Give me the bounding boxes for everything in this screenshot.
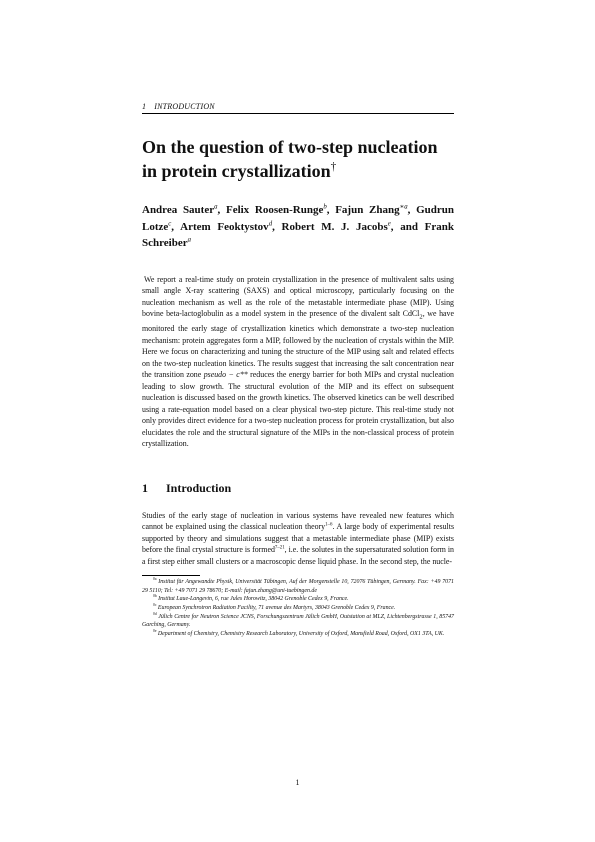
abstract-subscript: 2 bbox=[419, 313, 423, 321]
footnotes bbox=[142, 578, 454, 639]
page-number: 1 bbox=[295, 778, 300, 787]
author-affiliation: d bbox=[268, 219, 273, 227]
footnote-text: European Synchrotron Radiation Facility, 71 avenue des Martyrs, 38043 Grenoble Cedex 9, France. bbox=[157, 605, 396, 612]
abstract-text: , we have monitored the early stage of crystallization kinetics which demonstrate a two-step nucleation mechanism: protein aggregates form a MIP, followed by the nucleation of crystals within the MIP. Here we focus on characterizing and tuning the structure of the MIP using salt and related effects on the two-step nucleation kinetics. The results suggest that increasing the salt concentration near the transition zone bbox=[142, 309, 455, 380]
author-separator: , and bbox=[390, 220, 425, 233]
footnote-mark: 0b bbox=[153, 594, 157, 599]
running-head-number: 1 bbox=[142, 102, 147, 111]
author-name: Robert M. J. Jacobs bbox=[281, 220, 388, 233]
author-separator: , bbox=[217, 204, 226, 216]
footnote bbox=[142, 604, 454, 613]
footnote bbox=[142, 578, 454, 595]
footnote-text: Institut Laue-Langevin, 6, rue Jules Horowitz, 38042 Grenoble Cedex 9, France. bbox=[158, 596, 349, 603]
author-name: Gudrun Lotze bbox=[142, 204, 454, 233]
paper-title bbox=[142, 135, 454, 183]
author-separator: , bbox=[272, 220, 282, 233]
body-text: Studies of the early stage of nucleation in various systems have revealed new features which cannot be explained using the classical nucleation theory bbox=[142, 510, 454, 532]
footnote-text: Jülich Centre for Neutron Science JCNS, Forschungszentrum Jülich GmbH, Outstation at MLZ, Lichtenbergstrasse 1, 85747 Garching, Germany. bbox=[142, 613, 454, 629]
author-name: Felix Roosen-Runge bbox=[225, 204, 324, 216]
footnote-text: Department of Chemistry, Chemistry Research Laboratory, University of Oxford, Mansfield Road, Oxford, OX1 3TA, UK. bbox=[157, 631, 445, 638]
running-head bbox=[142, 102, 454, 111]
page-content bbox=[142, 102, 454, 639]
footnote-mark: 0a bbox=[153, 577, 157, 581]
abstract-text: reduces the energy barrier for both MIPs and crystal nucleation leading to slow growth. The structural evolution of the MIP and its effect on subsequent nucleation is discussed based on the growth kinetics. The observed kinetics can be well described using a rate-equation model based on a clear physical two-step picture. This real-time study not only provides direct evidence for a two-step nucleation process for protein crystallization, but also elucidates the role and the structural signature of the MIPs in the non-classical process of protein crystallization. bbox=[142, 370, 454, 449]
author-affiliation: a bbox=[187, 236, 192, 244]
footnote-rule bbox=[142, 575, 200, 576]
author-separator: , bbox=[407, 204, 417, 216]
header-rule bbox=[142, 113, 454, 114]
author-affiliation: c bbox=[168, 219, 172, 227]
footnote-mark: 0d bbox=[153, 611, 157, 616]
paper-title-text: On the question of two-step nucleation in protein crystallization bbox=[142, 137, 438, 181]
footnote-text: Institut für Angewandte Physik, Universität Tübingen, Auf der Morgenstelle 10, 72076 Tübingen, Germany. Fax: +49 7071 29 5110; Tel: +49 7071 29 78670; E-mail: fajun.zhang@uni-tuebingen.de bbox=[142, 578, 454, 594]
abstract bbox=[142, 274, 454, 450]
citation: 1–6 bbox=[325, 522, 333, 528]
section-number: 1 bbox=[142, 480, 148, 495]
author-name: Artem Feoktystov bbox=[180, 220, 269, 233]
author-name: Frank Schreiber bbox=[142, 220, 454, 249]
footnote bbox=[142, 595, 454, 604]
author-affiliation: a bbox=[214, 203, 218, 211]
author-separator: , bbox=[171, 220, 181, 233]
author-affiliation: e bbox=[387, 219, 391, 227]
abstract-text: We report a real-time study on protein crystallization in the presence of multivalent salts using small angle X-ray scattering (SAXS) and optical microscopy, particularly focusing on the nucleation mechanism as well as the role of the metastable intermediate phase (MIP). Using bovine beta-lactoglobulin as a model system in the presence of the divalent salt CdCl bbox=[142, 274, 454, 318]
author-name: Andrea Sauter bbox=[142, 204, 215, 216]
footnote bbox=[142, 630, 454, 639]
running-head-title: INTRODUCTION bbox=[154, 102, 215, 111]
footnote-mark: 0e bbox=[153, 629, 157, 634]
author-name: Fajun Zhang bbox=[335, 204, 400, 216]
body-text: , i.e. the solutes in the supersaturated solution form in a first step either small clusters or a macroscopic dense liquid phase. In the second step, the nucle- bbox=[142, 545, 454, 566]
section-heading bbox=[142, 481, 454, 496]
footnote-mark: 0c bbox=[153, 603, 157, 608]
body-text: . A large body of experimental results supported by theory and simulations suggest that a metastable intermediate phase (MIP) exists before the final crystal structure is formed bbox=[142, 522, 455, 555]
author-separator: , bbox=[326, 204, 336, 216]
abstract-math: pseudo − c** bbox=[203, 370, 248, 380]
citation: 7–21 bbox=[274, 545, 285, 551]
title-dagger: † bbox=[330, 161, 337, 173]
footnote bbox=[142, 613, 454, 630]
intro-paragraph bbox=[142, 510, 454, 568]
author-list bbox=[142, 202, 454, 252]
author-affiliation: ∗a bbox=[399, 203, 408, 211]
section-title: Introduction bbox=[166, 480, 232, 495]
author-affiliation: b bbox=[323, 203, 327, 211]
